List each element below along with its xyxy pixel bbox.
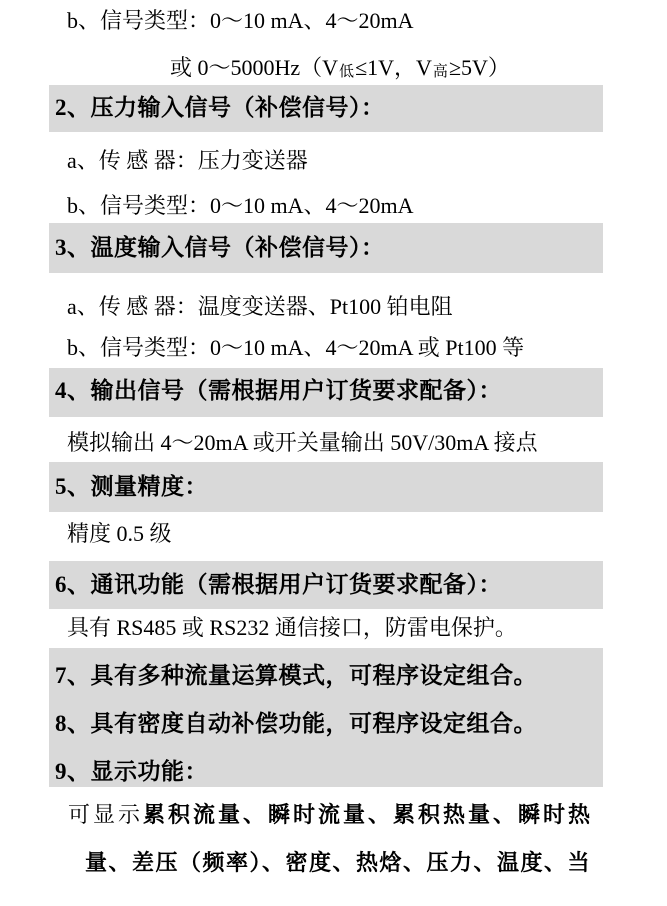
frequency-range-line <box>170 53 510 86</box>
section-7-heading: 7、具有多种流量运算模式，可程序设定组合。 <box>55 663 537 688</box>
signal-type-line-1: b、信号类型：0～10 mA、4～20mA <box>67 8 414 33</box>
section-9-heading: 9、显示功能： <box>55 759 208 784</box>
display-function-line-2: 量、差压（频率）、密度、热焓、压力、温度、当 <box>85 850 592 875</box>
pressure-signal-type-line: b、信号类型：0～10 mA、4～20mA <box>67 193 414 218</box>
freq-text-part-2: ≤1V，V <box>355 55 432 80</box>
v-low-subscript: 低 <box>339 64 355 80</box>
section-4-heading: 4、输出信号（需根据用户订货要求配备）： <box>55 378 502 403</box>
section-5-heading: 5、测量精度： <box>55 474 208 499</box>
display-prefix-text: 可显示 <box>68 802 144 827</box>
pressure-sensor-line: a、传 感 器：压力变送器 <box>67 148 308 173</box>
temperature-sensor-line: a、传 感 器：温度变送器、Pt100 铂电阻 <box>67 294 453 319</box>
display-function-line-1 <box>68 800 593 830</box>
section-8-heading: 8、具有密度自动补偿功能，可程序设定组合。 <box>55 711 537 736</box>
freq-text-part-1: 或 0～5000Hz（V <box>170 55 339 80</box>
v-high-subscript: 高 <box>432 64 448 80</box>
output-signal-line: 模拟输出 4～20mA 或开关量输出 50V/30mA 接点 <box>67 430 538 455</box>
freq-text-part-3: ≥5V） <box>448 55 510 80</box>
section-3-heading: 3、温度输入信号（补偿信号）： <box>55 235 385 260</box>
display-items-bold-text: 累积流量、瞬时流量、累积热量、瞬时热 <box>143 802 594 827</box>
communication-line: 具有 RS485 或 RS232 通信接口，防雷电保护。 <box>67 615 517 640</box>
accuracy-line: 精度 0.5 级 <box>67 521 172 546</box>
section-6-heading: 6、通讯功能（需根据用户订货要求配备）： <box>55 572 502 597</box>
section-2-heading: 2、压力输入信号（补偿信号）： <box>55 95 385 120</box>
temperature-signal-type-line: b、信号类型：0～10 mA、4～20mA 或 Pt100 等 <box>67 335 525 360</box>
